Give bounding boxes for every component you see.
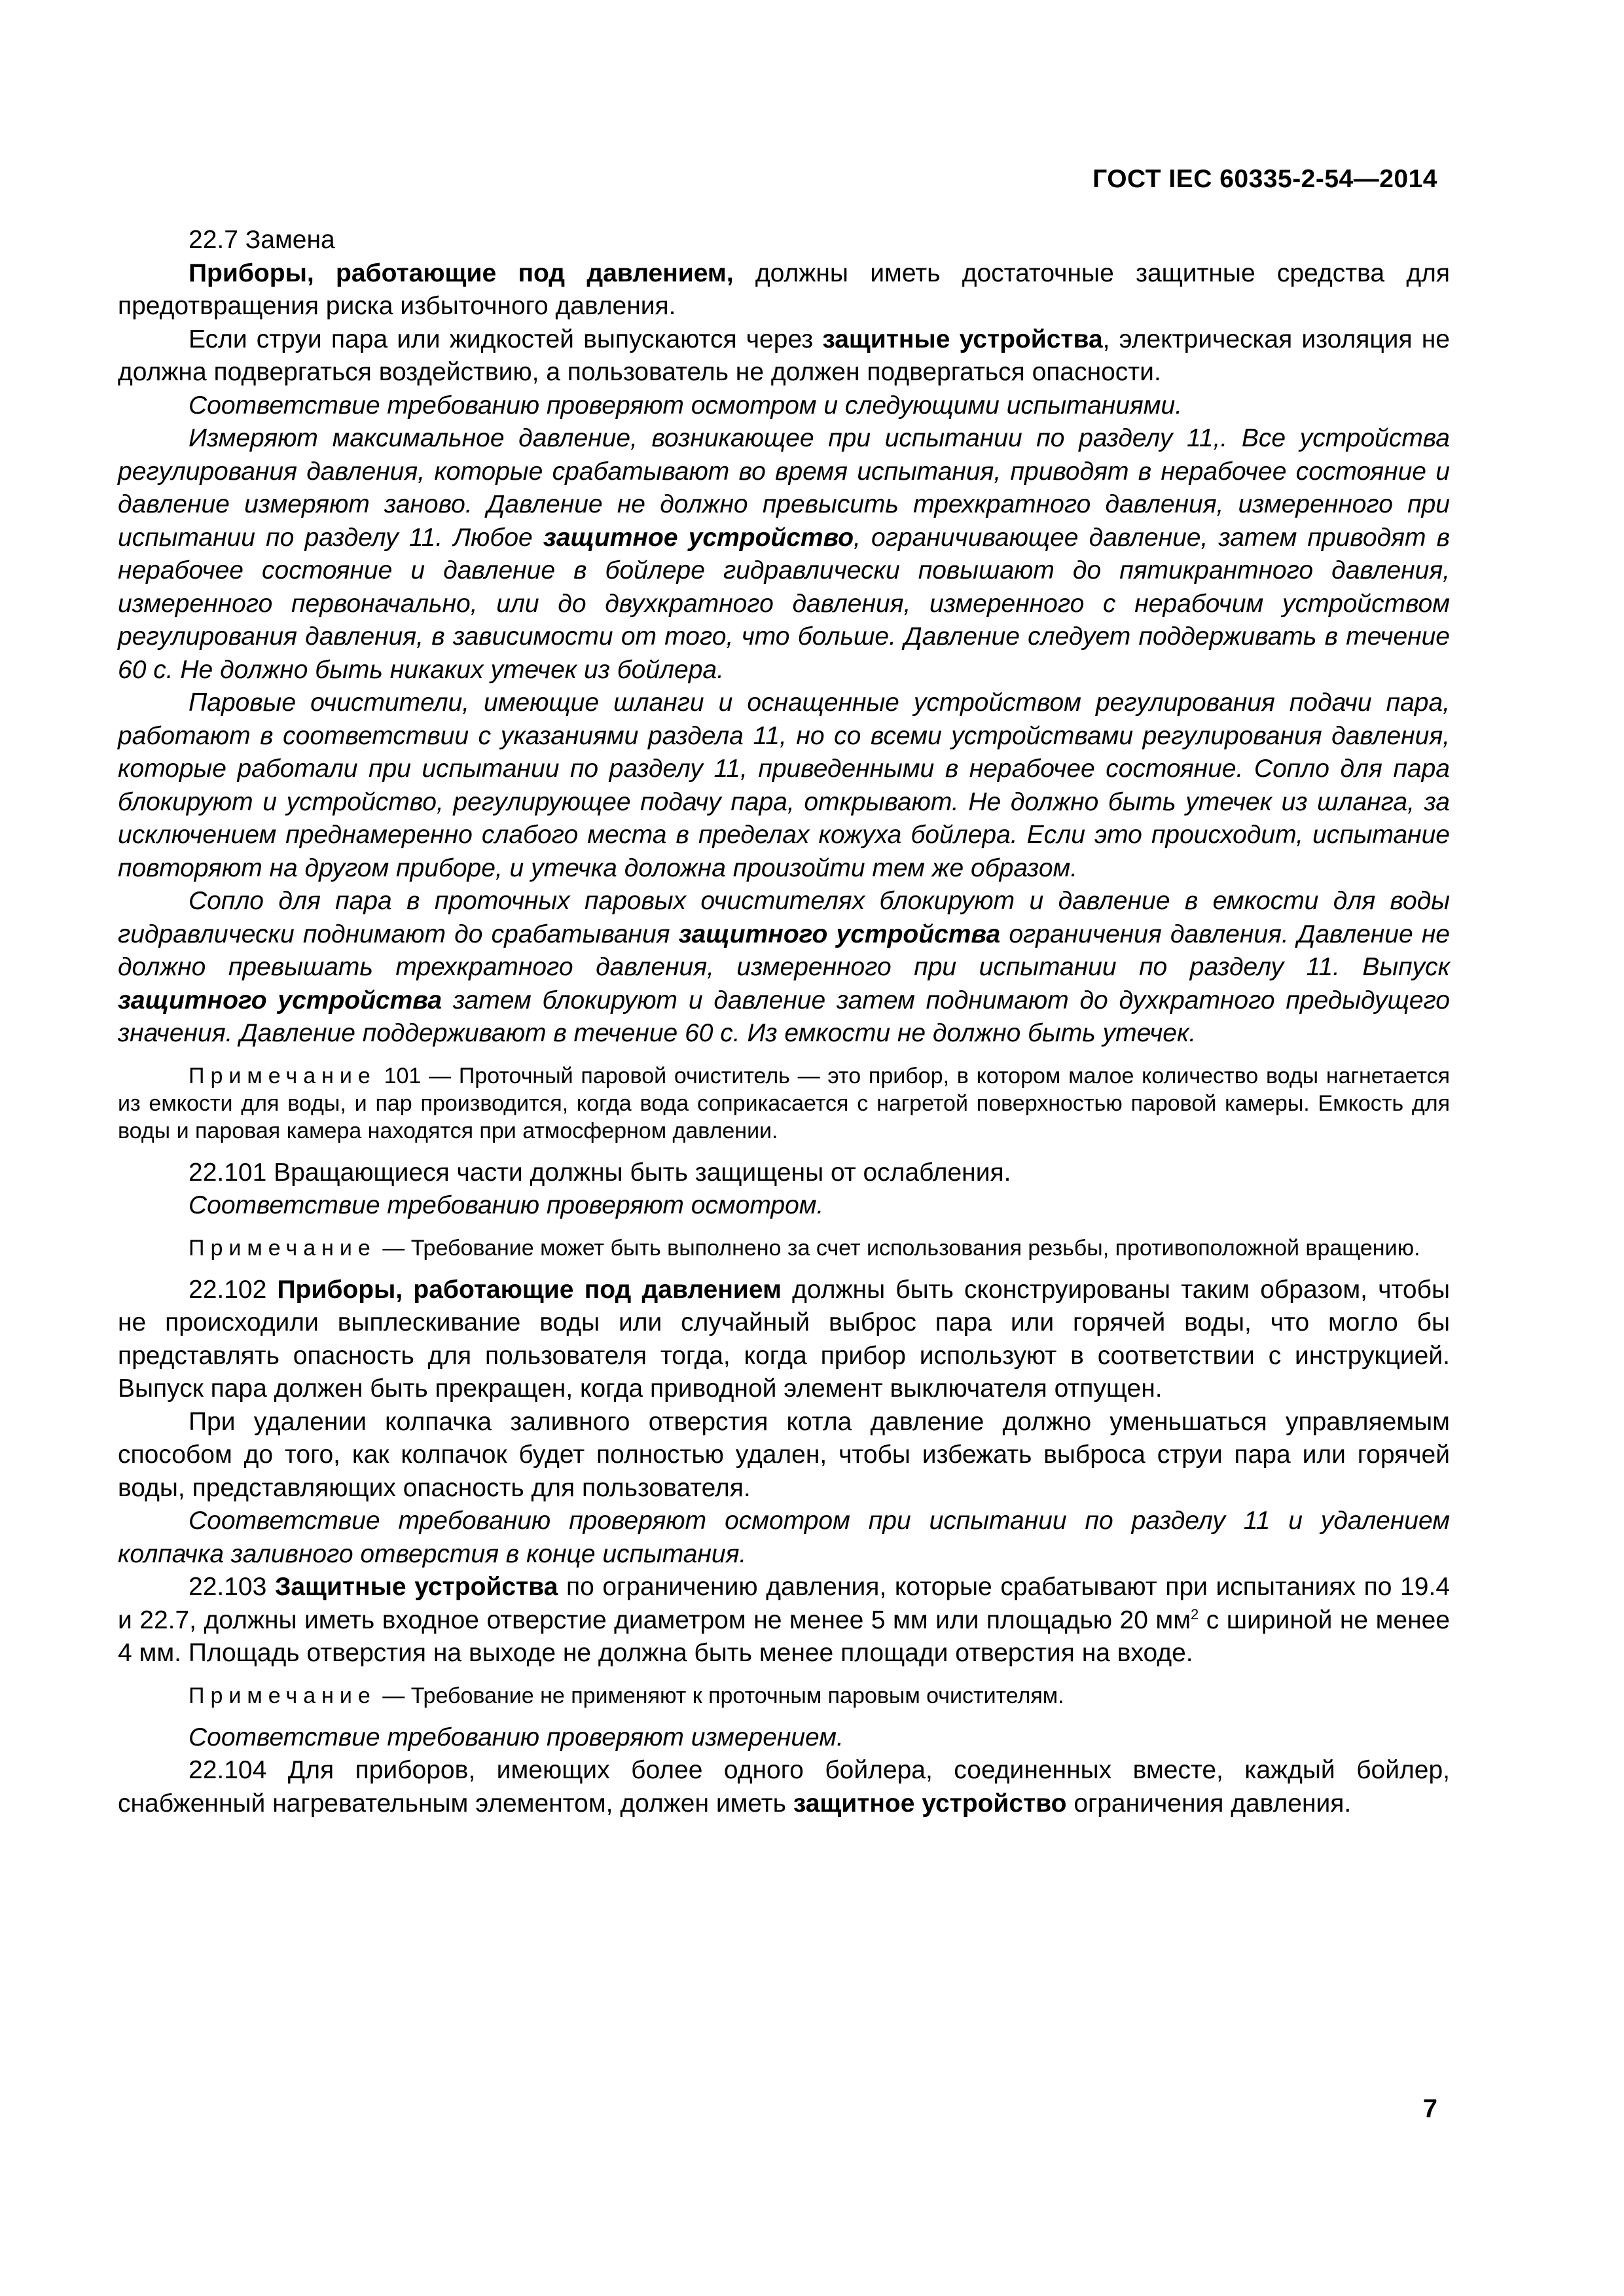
paragraph-text: с шириной не менее 4 мм. Площадь отверстия на выходе не должна быть менее площади отверстия на входе. (118, 1605, 1450, 1667)
section-22-103-paragraph (118, 1571, 1450, 1670)
section-number: 22.102 (189, 1275, 278, 1304)
note-text: 101 — Проточный паровой очиститель — это прибор, в котором малое количество воды нагнетается из емкости для воды, и пар производится, когда вода соприкасается с нагретой поверхностью паровой камеры. Емкость для воды и паровая камера находятся при атмосферном давлении. (118, 1063, 1450, 1143)
paragraph-text: , ограничивающее давление, затем приводят в нерабочее состояние и давление в бойлере гидравлически повышают до пятикрантного давления, измеренного первоначально, или до двухкратного давления, измеренного с нерабочим устройством регулирования давления, в зависимости от того, что больше. Давление следует поддерживать в течение 60 с. Не должно быть никаких утечек из бойлера. (118, 523, 1450, 684)
bold-term: Приборы, работающие под давлением, (189, 259, 734, 287)
bold-term: защитные устройства (822, 325, 1103, 353)
test-procedure-paragraph (118, 422, 1450, 687)
note-label: Примечание (189, 1683, 376, 1708)
note-101 (118, 1062, 1450, 1145)
paragraph-text: должны быть сконструированы таким образом, чтобы не происходили выплескивание воды или случайный выброс пара или горячей воды, что могло бы представлять опасность для пользователя тогда, когда прибор используют в соответствии с инструкцией. Выпуск пара должен быть прекращен, когда приводной элемент выключателя отпущен. (118, 1275, 1450, 1403)
test-procedure-paragraph (118, 885, 1450, 1050)
paragraph-text: 22.104 Для приборов, имеющих более одного бойлера, соединенных вместе, каждый бойлер, снабженный нагревательным элементом, должен иметь (118, 1756, 1450, 1818)
test-procedure-paragraph: Паровые очистители, имеющие шланги и оснащенные устройством регулирования подачи пара, работают в соответствии с указаниями раздела 11, но со всеми устройствами регулирования давления, которые работали при испытании по разделу 11, приведенными в нерабочее состояние. Сопло для пара блокируют и устройство, регулирующее подачу пара, открывают. Не должно быть утечек из шланга, за исключением преднамеренно слабого места в пределах кожуха бойлера. Если это происходит, испытание повторяют на другом приборе, и утечка доложна произойти тем же образом. (118, 689, 1450, 882)
paragraph-text: должны иметь достаточные защитные средства для предотвращения риска избыточного давления. (118, 259, 1450, 320)
bold-term: защитное устройство (793, 1789, 1067, 1818)
paragraph-text: Измеряют максимальное давление, возникающее при испытании по разделу 11,. Все устройства регулирования давления, которые срабатывают во время испытания, приводят в нерабочее состояние и давление измеряют заново. Давление не должно превысить трехкратного давления, измеренного при испытании по разделу 11. Любое (118, 424, 1450, 552)
note-flow-cleaners (118, 1682, 1450, 1710)
bold-term: Приборы, работающие под давлением (277, 1275, 782, 1304)
paragraph-text: , электрическая изоляция не должна подвергаться воздействию, а пользователь не должен подвергаться опасности. (118, 325, 1450, 386)
bold-term: защитное устройство (543, 523, 854, 552)
paragraph-text: Сопло для пара в проточных паровых очистителях блокируют и давление в емкости для воды гидравлически поднимают до срабатывания (118, 887, 1450, 948)
paragraph-text: ограничения давления. (1066, 1789, 1352, 1818)
compliance-statement: Соответствие требованию проверяют осмотром и следующими испытаниями. (189, 391, 1183, 420)
compliance-statement: Соответствие требованию проверяют осмотром при испытании по разделу 11 и удалением колпачка заливного отверстия в конце испытания. (118, 1507, 1450, 1568)
note-text: — Требование может быть выполнено за счет использования резьбы, противоположной вращению. (376, 1235, 1420, 1261)
superscript: 2 (1191, 1605, 1199, 1623)
compliance-statement: Соответствие требованию проверяют осмотром. (189, 1191, 824, 1219)
section-22-7-paragraph (118, 257, 1450, 323)
section-22-7-title: 22.7 Замена (189, 226, 335, 254)
note-label: Примечание (189, 1235, 376, 1261)
section-22-101-paragraph: 22.101 Вращающиеся части должны быть защищены от ослабления. (189, 1158, 1011, 1187)
section-number: 22.103 (189, 1573, 275, 1601)
section-22-7-paragraph (118, 323, 1450, 389)
standard-header: ГОСТ IEC 60335-2-54—2014 (1092, 165, 1437, 193)
section-22-104-paragraph (118, 1754, 1450, 1820)
page-number: 7 (1422, 2094, 1437, 2123)
paragraph-text: по ограничению давления, которые срабатывают при испытаниях по 19.4 и 22.7, должны иметь входное отверстие диаметром не менее 5 мм или площадью 20 мм (118, 1573, 1451, 1634)
note-thread (118, 1234, 1450, 1262)
bold-term: защитного устройства (678, 920, 1001, 948)
section-22-102-paragraph (118, 1274, 1450, 1406)
note-text: — Требование не применяют к проточным паровым очистителям. (376, 1683, 1064, 1708)
compliance-statement: Соответствие требованию проверяют измерением. (189, 1723, 844, 1751)
note-label: Примечание (189, 1063, 376, 1088)
bold-term: защитного устройства (118, 986, 442, 1014)
bold-term: Защитные устройства (274, 1573, 558, 1601)
section-22-102-paragraph: При удалении колпачка заливного отверстия котла давление должно уменьшаться управляемым способом до того, как колпачок будет полностью удален, чтобы избежать выброса струи пара или горячей воды, представляющих опасность для пользователя. (118, 1407, 1450, 1502)
document-body (118, 224, 1450, 1820)
paragraph-text: Если струи пара или жидкостей выпускаются через (189, 325, 823, 353)
paragraph-text: затем блокируют и давление затем поднимают до духкратного предыдущего значения. Давление поддерживают в течение 60 с. Из емкости не должно быть утечек. (118, 986, 1450, 1047)
paragraph-text: ограничения давления. Давление не должно превышать трехкратного давления, измеренного при испытании по разделу 11. Выпуск (118, 920, 1450, 981)
